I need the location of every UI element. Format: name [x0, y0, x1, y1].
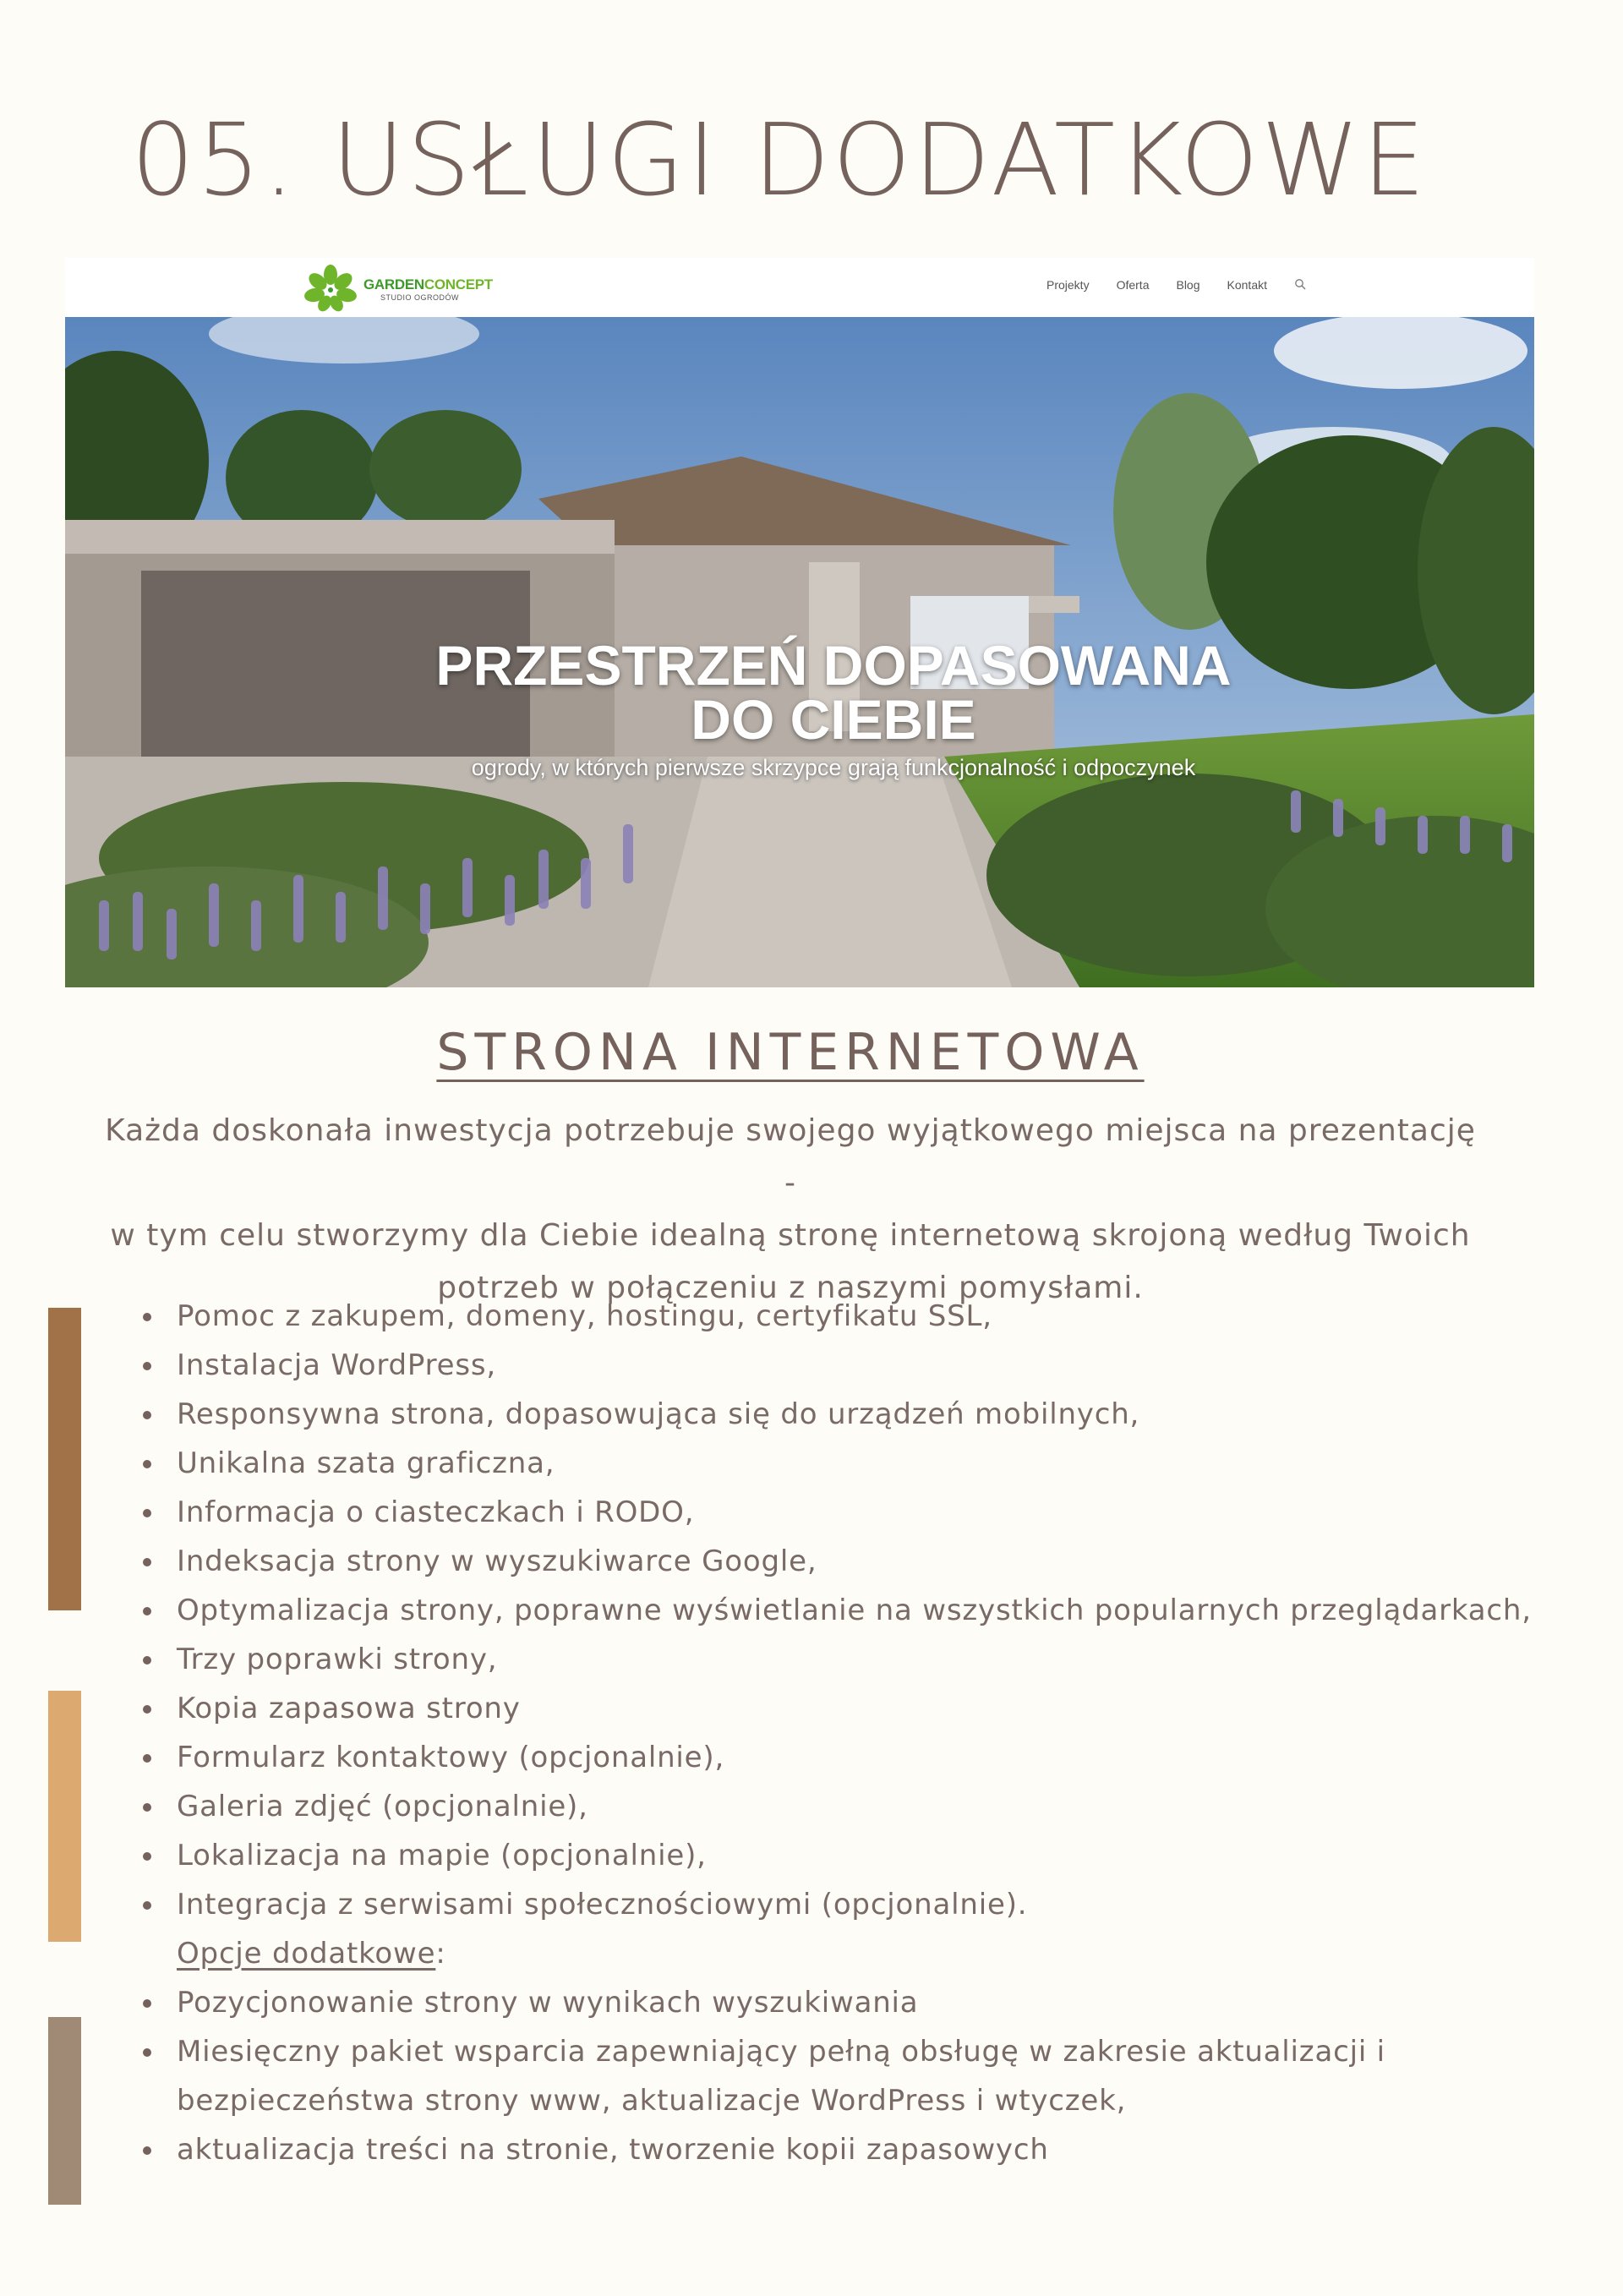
website-header — [65, 258, 1534, 317]
list-item: Galeria zdjęć (opcjonalnie), — [139, 1782, 1577, 1831]
list-item: aktualizacja treści na stronie, tworzenie kopii zapasowych — [139, 2125, 1577, 2174]
feature-list — [139, 1292, 1577, 2174]
list-item: Trzy poprawki strony, — [139, 1635, 1577, 1684]
list-item: Instalacja WordPress, — [139, 1341, 1577, 1390]
list-item: Pomoc z zakupem, domeny, hostingu, certyfikatu SSL, — [139, 1292, 1577, 1341]
intro-paragraph — [101, 1105, 1479, 1315]
hero-subtitle: ogrody, w których pierwsze skrzypce grają funkcjonalność i odpoczynek — [471, 755, 1196, 780]
page-title: 05. USŁUGI DODATKOWE — [131, 101, 1429, 218]
section-heading: STRONA INTERNETOWA — [436, 1023, 1145, 1082]
website-nav — [1046, 278, 1306, 292]
decorative-bar-muted — [48, 2017, 81, 2205]
search-icon[interactable] — [1294, 278, 1306, 290]
hero-banner — [65, 317, 1534, 987]
decorative-bar-light — [48, 1691, 81, 1942]
website-screenshot — [65, 258, 1534, 987]
nav-item-blog[interactable]: Blog — [1176, 278, 1200, 292]
list-item: Optymalizacja strony, poprawne wyświetlanie na wszystkich popularnych przeglądarkach, — [139, 1586, 1577, 1635]
list-item: Formularz kontaktowy (opcjonalnie), — [139, 1733, 1577, 1782]
intro-line: Każda doskonała inwestycja potrzebuje swojego wyjątkowego miejsca na prezentację - — [105, 1113, 1476, 1200]
logo-wordmark: GARDENCONCEPT — [363, 276, 493, 292]
list-item: Informacja o ciasteczkach i RODO, — [139, 1488, 1577, 1537]
list-item-continuation: bezpieczeństwa strony www, aktualizacje WordPress i wtyczek, — [177, 2084, 1127, 2118]
list-item: Pozycjonowanie strony w wynikach wyszukiwania — [139, 1978, 1577, 2027]
extras-heading: Opcje dodatkowe: — [177, 1937, 446, 1971]
leaf-logo-icon — [298, 263, 363, 314]
garden-concept-logo[interactable] — [298, 263, 500, 314]
list-item: Kopia zapasowa strony — [139, 1684, 1577, 1733]
list-item: Unikalna szata graficzna, — [139, 1439, 1577, 1488]
list-item: Indeksacja strony w wyszukiwarce Google, — [139, 1537, 1577, 1586]
nav-item-kontakt[interactable]: Kontakt — [1227, 278, 1267, 292]
logo-tagline: STUDIO OGRODÓW — [380, 293, 459, 302]
list-item: Miesięczny pakiet wsparcia zapewniający pełną obsługę w zakresie aktualizacji i — [139, 2027, 1577, 2076]
intro-line: potrzeb w połączeniu z naszymi pomysłami. — [437, 1271, 1144, 1305]
nav-item-oferta[interactable]: Oferta — [1116, 278, 1150, 292]
list-item: Integracja z serwisami społecznościowymi (opcjonalnie). — [139, 1880, 1577, 1929]
nav-item-projekty[interactable]: Projekty — [1046, 278, 1090, 292]
decorative-bar-dark — [48, 1308, 81, 1610]
list-item: Responsywna strona, dopasowująca się do urządzeń mobilnych, — [139, 1390, 1577, 1439]
intro-line: w tym celu stworzymy dla Ciebie idealną stronę internetową skrojoną według Twoich — [110, 1218, 1471, 1253]
list-item: Lokalizacja na mapie (opcjonalnie), — [139, 1831, 1577, 1880]
hero-title: PRZESTRZEŃ DOPASOWANA DO CIEBIE — [435, 634, 1232, 751]
